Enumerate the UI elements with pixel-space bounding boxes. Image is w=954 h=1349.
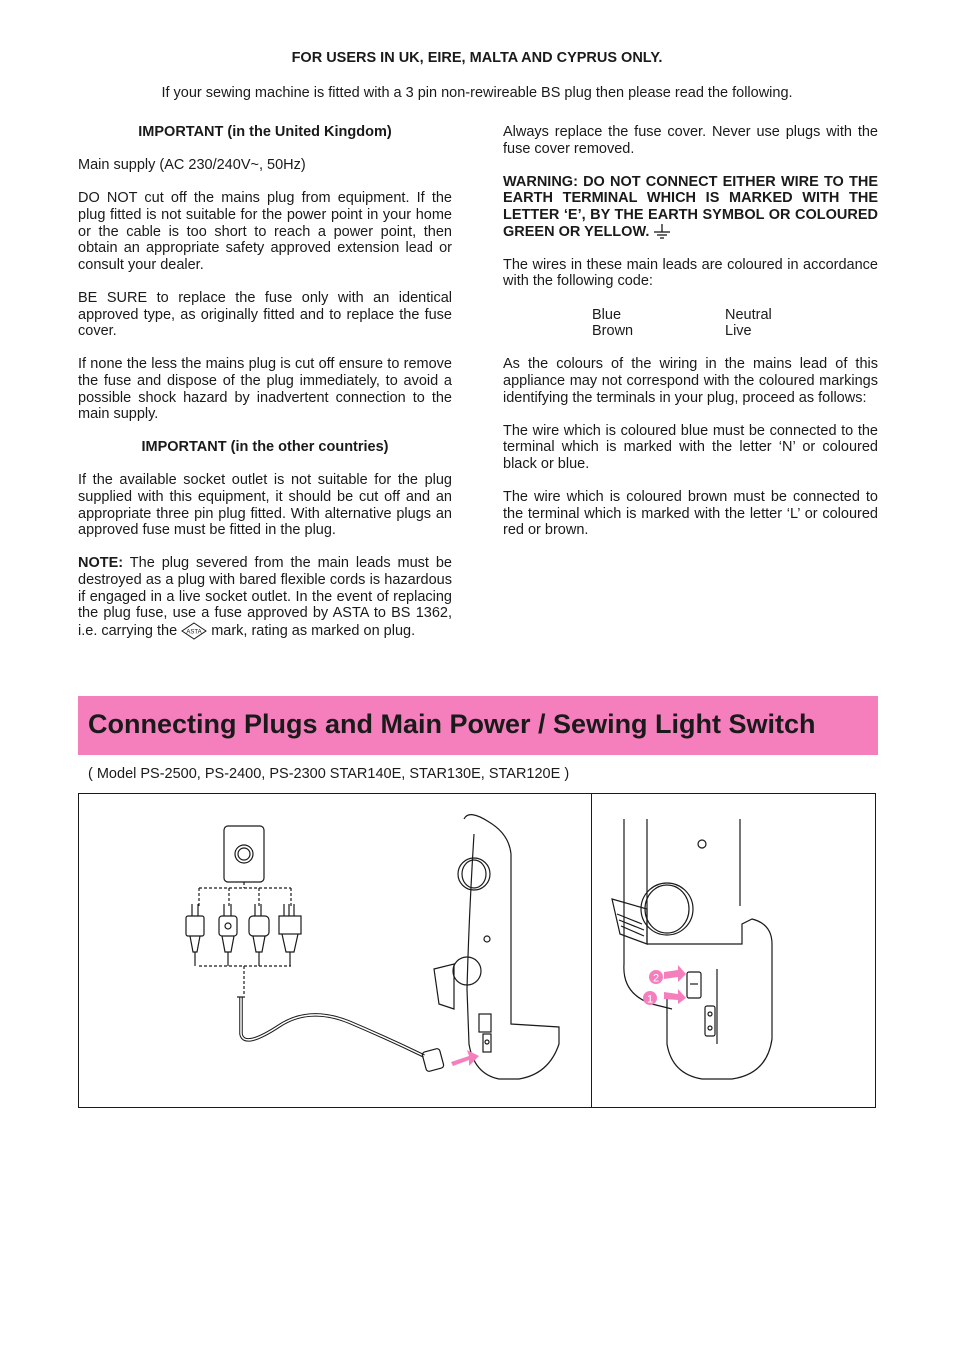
- supply-text: Main supply (AC 230/240V~, 50Hz): [78, 157, 306, 174]
- paragraph-wire-colours: The wires in these main leads are coloured in accordance with the following code:: [503, 256, 878, 290]
- colour-code-table: [592, 307, 878, 340]
- other-countries-heading: IMPORTANT (in the other countries): [141, 439, 389, 456]
- section-title: Connecting Plugs and Main Power / Sewing Light Switch: [88, 709, 816, 739]
- plug-type-c-icon: [249, 904, 269, 966]
- left-column: [78, 124, 452, 656]
- paragraph-proceed: As the colours of the wiring in the mains lead of this appliance may not correspond with the coloured markings identifying the terminals in your plug, proceed as follows:: [503, 356, 878, 406]
- callout-2-label: 2: [652, 972, 660, 985]
- right-column: [503, 124, 878, 555]
- code-colour-blue: Blue: [592, 306, 622, 323]
- asta-mark-label: ASTA: [186, 629, 202, 636]
- paragraph-none-the-less: If none the less the mains plug is cut off ensure to remove the fuse and dispose of the plug immediately, to avoid a possible shock hazard by inadvertent connection to the main supply.: [78, 356, 452, 423]
- note-paragraph: [78, 555, 452, 639]
- code-meaning-neutral: Neutral: [725, 306, 772, 323]
- note-text-1: The plug severed from the main leads must be destroyed as a plug with bared flexible cords is hazardous if engaged in a live socket outlet. In the event of replacing the plug fuse, use a fuse approved by ASTA to BS 1362, i.e. carrying the: [78, 555, 452, 639]
- paragraph-socket-outlet: If the available socket outlet is not suitable for the plug supplied with this equipment, it should be cut off and an appropriate three pin plug fitted. With alternative plugs an approved fuse must be fitted in the plug.: [78, 472, 452, 539]
- warning-paragraph: [503, 174, 878, 240]
- asta-mark-icon: [181, 622, 207, 640]
- page-heading: FOR USERS IN UK, EIRE, MALTA AND CYPRUS ONLY.: [291, 50, 663, 66]
- wall-socket-icon: [224, 826, 264, 882]
- earth-symbol-icon: [653, 224, 671, 240]
- insert-arrow-icon: [451, 1050, 479, 1066]
- illustration-frame: [78, 793, 876, 1108]
- code-meaning-live: Live: [725, 323, 752, 340]
- warning-text: WARNING: DO NOT CONNECT EITHER WIRE TO THE EARTH TERMINAL WHICH IS MARKED WITH THE LETTER ‘E’, BY THE EARTH SYMBOL OR COLOURED GREEN OR YELLOW.: [503, 173, 878, 240]
- code-colour-brown: Brown: [592, 323, 634, 340]
- note-label: NOTE:: [78, 555, 124, 572]
- power-switch-icon: [687, 972, 701, 998]
- section-banner: [78, 696, 878, 755]
- plug-type-a-icon: [186, 904, 204, 966]
- plug-type-d-icon: [279, 904, 301, 966]
- uk-heading: IMPORTANT (in the United Kingdom): [138, 124, 392, 140]
- intro-text: If your sewing machine is fitted with a 3 pin non-rewireable BS plug then please read the following.: [161, 85, 793, 101]
- power-switch-illustration: [592, 794, 875, 1107]
- paragraph-do-not-cut: DO NOT cut off the mains plug from equipment. If the plug fitted is not suitable for the power point in your home or the cable is too short to reach a power point, then obtain an appropriate safety approved extension lead or consult your dealer.: [78, 190, 452, 273]
- power-cord-illustration: [79, 794, 591, 1107]
- paragraph-brown-wire: The wire which is coloured brown must be connected to the terminal which is marked with the letter ‘L’ or coloured red or brown.: [503, 489, 878, 539]
- paragraph-be-sure: BE SURE to replace the fuse only with an identical approved type, as originally fitted and to replace the fuse cover.: [78, 289, 452, 340]
- plug-type-b-icon: [219, 904, 237, 966]
- callout-1-label: 1: [646, 993, 654, 1006]
- paragraph-blue-wire: The wire which is coloured blue must be connected to the terminal which is marked with the letter ‘N’ or coloured black or blue.: [503, 422, 878, 472]
- switch-arrow-upper-icon: [664, 965, 686, 982]
- model-list: ( Model PS-2500, PS-2400, PS-2300 STAR140E, STAR130E, STAR120E ): [88, 766, 570, 782]
- note-text-2: mark, rating as marked on plug.: [211, 622, 416, 639]
- paragraph-fuse-cover: Always replace the fuse cover. Never use plugs with the fuse cover removed.: [503, 124, 878, 157]
